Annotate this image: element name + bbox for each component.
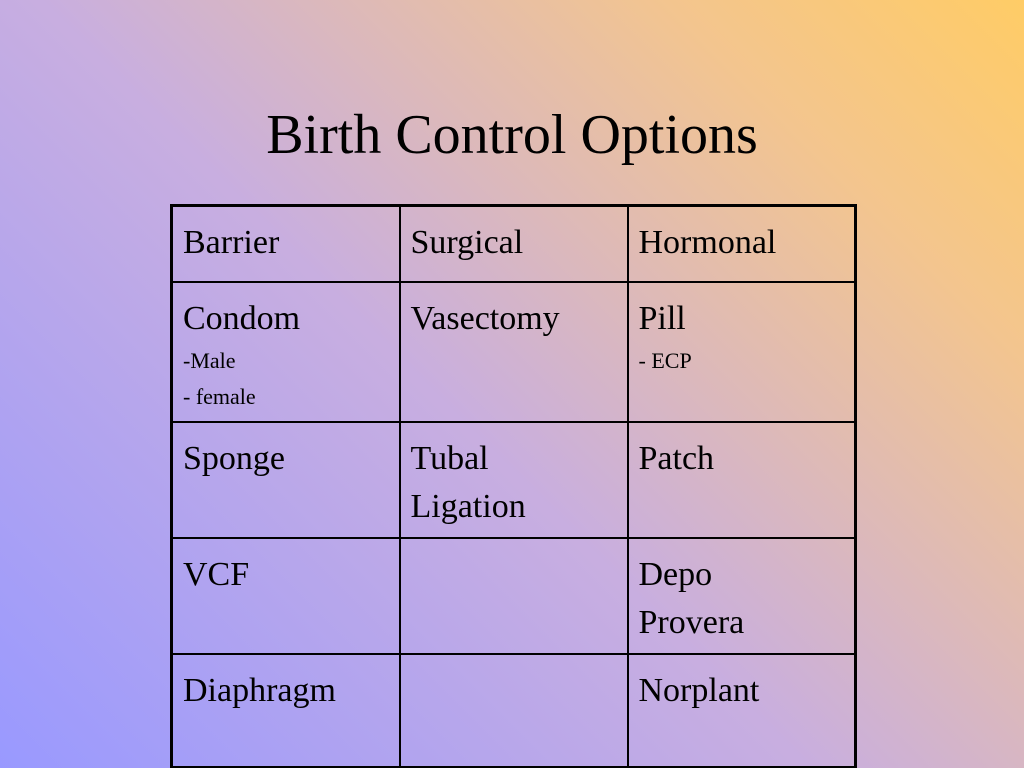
table-cell <box>400 422 628 538</box>
table-header-row <box>172 206 856 282</box>
birth-control-table <box>170 204 857 768</box>
table-cell <box>628 654 856 768</box>
table-cell <box>172 654 400 768</box>
cell-main-text: VCF <box>183 555 250 593</box>
table-row <box>172 654 856 768</box>
table-cell-empty <box>400 538 628 654</box>
table-row <box>172 422 856 538</box>
cell-text-line: Tubal <box>410 439 489 477</box>
header-cell-hormonal: Hormonal <box>628 206 856 282</box>
cell-main-text: Diaphragm <box>183 671 336 709</box>
cell-text-line: Depo <box>638 555 713 593</box>
table-cell <box>628 422 856 538</box>
cell-main-text: Sponge <box>183 439 285 477</box>
cell-sub-text: - female <box>183 383 256 409</box>
cell-main-text: Norplant <box>638 671 760 709</box>
table-row <box>172 538 856 654</box>
header-cell-surgical: Surgical <box>400 206 628 282</box>
table-row <box>172 282 856 422</box>
cell-sub-text: - ECP <box>638 347 692 373</box>
table-cell <box>172 422 400 538</box>
cell-main-text: Patch <box>638 439 715 477</box>
table-cell <box>628 282 856 422</box>
table-cell <box>172 282 400 422</box>
table-cell <box>628 538 856 654</box>
cell-sub-text: -Male <box>183 347 236 373</box>
cell-text-line: Ligation <box>410 487 526 525</box>
header-cell-barrier: Barrier <box>172 206 400 282</box>
cell-main-text: Vasectomy <box>410 299 560 337</box>
table-cell <box>172 538 400 654</box>
cell-text-line: Provera <box>638 603 745 641</box>
cell-main-text: Condom <box>183 299 301 337</box>
cell-main-text: Pill <box>638 299 686 337</box>
slide-title: Birth Control Options <box>266 104 758 166</box>
table-cell-empty <box>400 654 628 768</box>
table-cell <box>400 282 628 422</box>
